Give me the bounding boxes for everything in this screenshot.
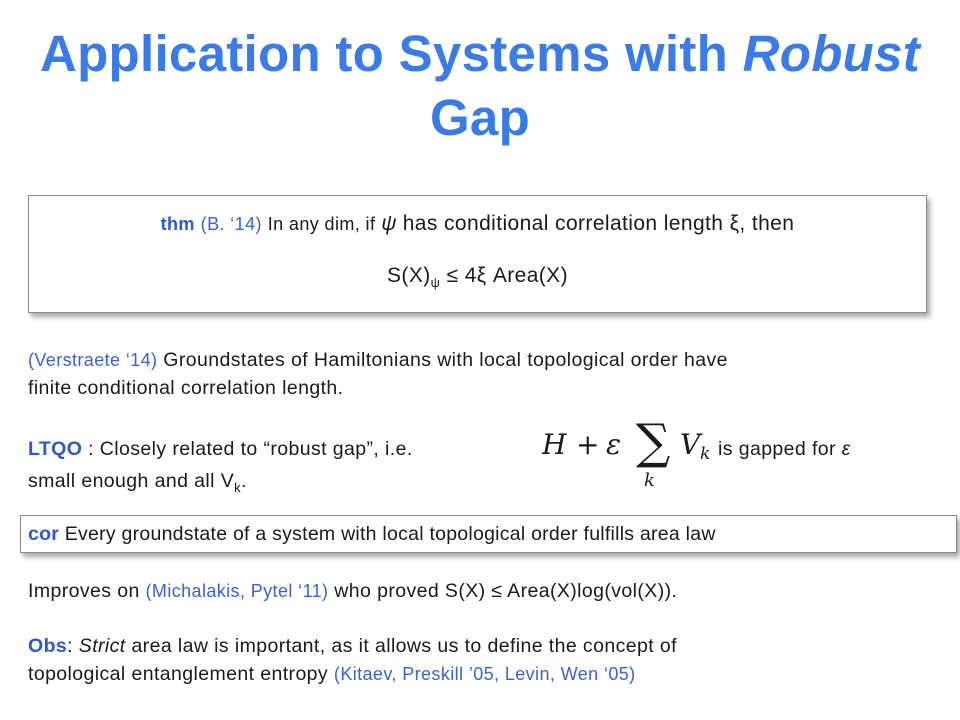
ltqo-epsilon: ε [841, 438, 851, 460]
title-part1: Application to Systems with [39, 25, 743, 82]
theorem-statement [29, 210, 926, 238]
ltqo-line2-end: . [241, 470, 247, 492]
title-italic: Robust [742, 25, 921, 82]
theorem-body: has conditional correlation length ξ, then [402, 212, 795, 235]
obs-label: Obs [28, 635, 68, 657]
ltqo-gapped: is gapped for [718, 438, 836, 460]
improves-paragraph [28, 577, 953, 605]
theorem-psi: ψ [381, 212, 397, 235]
corollary-statement [28, 520, 953, 548]
hamiltonian-equation [538, 414, 718, 494]
ltqo-line2-text: small enough and all V [28, 470, 235, 492]
obs-text: area law is important, as it allows us to define the concept of [131, 635, 677, 657]
corollary-box [20, 515, 957, 553]
theorem-ref: (B. ‘14) [200, 214, 262, 234]
ltqo-line1 [28, 435, 528, 463]
eq-epsilon: ε [606, 428, 622, 461]
obs-line2: topological entanglement entropy [28, 663, 329, 685]
verstraete-paragraph [28, 346, 953, 402]
obs-paragraph [28, 632, 953, 688]
obs-colon: : [67, 635, 73, 657]
theorem-intro: In any dim, if [267, 214, 376, 234]
slide-title [20, 22, 940, 150]
verstraete-ref: (Verstraete ‘14) [28, 350, 158, 370]
ltqo-line2-sub: k [234, 480, 242, 495]
formula-sub: ψ [430, 275, 441, 290]
obs-strict: Strict [78, 635, 126, 657]
corollary-text: Every groundstate of a system with local topological order fulfills area law [64, 523, 716, 545]
theorem-label: thm [160, 214, 195, 234]
eq-sum: ∑ [636, 414, 671, 470]
ltqo-after [718, 435, 948, 463]
ltqo-text: : Closely related to “robust gap”, i.e. [88, 438, 413, 460]
formula-rhs: ≤ 4ξ Area(X) [446, 264, 568, 287]
improves-pre: Improves on [28, 580, 140, 602]
theorem-box [28, 195, 927, 313]
title-part2: Gap [429, 89, 531, 146]
ltqo-label: LTQO [28, 438, 83, 460]
verstraete-text2: finite conditional correlation length. [28, 377, 344, 399]
eq-V: V [680, 428, 701, 461]
theorem-formula [29, 262, 926, 297]
ltqo-line2 [28, 467, 528, 502]
eq-H: H [542, 428, 567, 461]
eq-plus: + [576, 428, 600, 461]
formula-lhs: S(X) [387, 264, 431, 287]
eq-index: k [644, 470, 655, 491]
improves-ref: (Michalakis, Pytel ‘11) [145, 581, 329, 601]
corollary-label: cor [28, 523, 60, 545]
eq-V-sub: k [700, 444, 711, 464]
obs-ref: (Kitaev, Preskill ’05, Levin, Wen ‘05) [333, 664, 636, 684]
verstraete-text: Groundstates of Hamiltonians with local topological order have [163, 349, 728, 371]
improves-post: who proved S(X) ≤ Area(X)log(vol(X)). [334, 580, 678, 602]
